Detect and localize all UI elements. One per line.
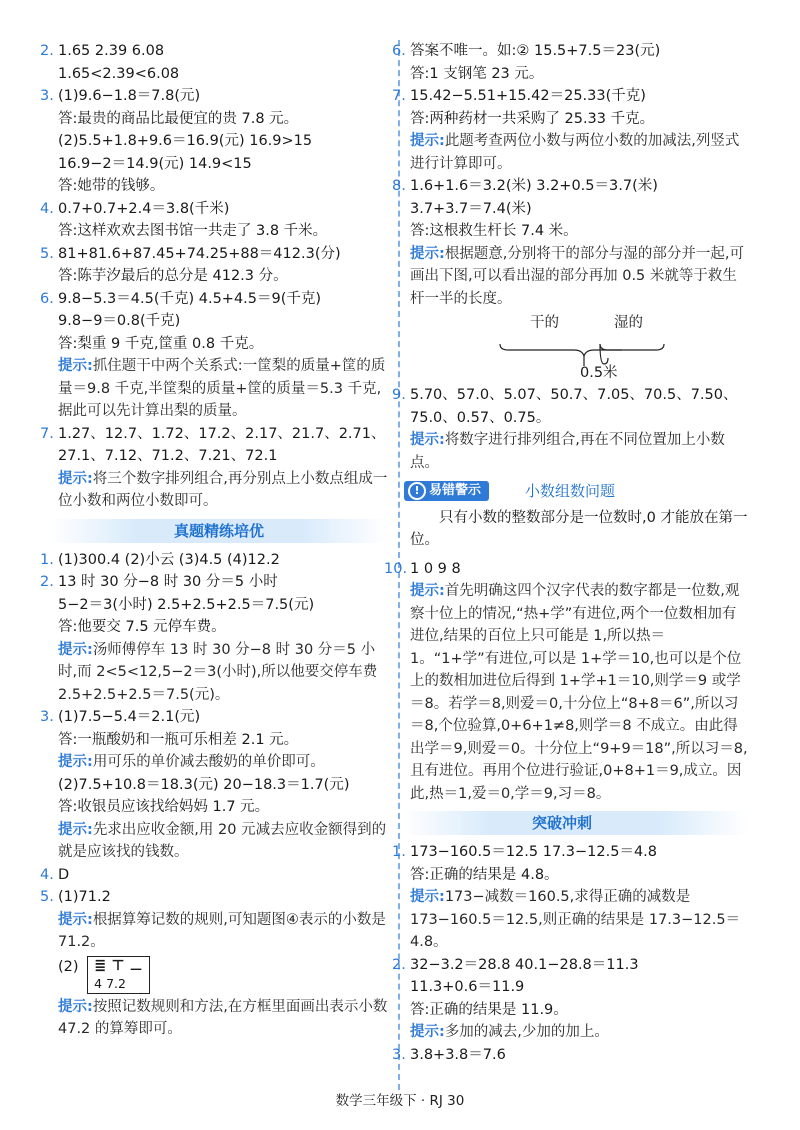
section-banner: 突破冲刺	[402, 811, 748, 835]
question-number: 3.	[40, 709, 54, 725]
answer-line: (1)9.6−1.8＝7.8(元)	[58, 88, 201, 104]
answer-line: 15.42−5.51+15.42＝25.33(千克)	[410, 88, 646, 104]
hint-label: 提示:	[410, 432, 445, 448]
question-number: 10.	[384, 560, 408, 577]
answer-line: 1.65 2.39 6.08	[58, 43, 165, 59]
hint-label: 提示:	[58, 911, 93, 928]
answer-line: 答:正确的结果是 11.9。	[410, 1001, 568, 1018]
answer-line: 1.27、12.7、1.72、17.2、2.17、21.7、2.71、27.1、7.12、71.2、7.21、72.1	[58, 425, 386, 464]
answer-r9	[392, 384, 748, 474]
counting-rods-box	[87, 956, 150, 994]
counting-rods-caption: 4 7.2	[94, 975, 126, 991]
hint-text: 汤师傅停车 13 时 30 分−8 时 30 分＝5 小时,而 2<5<12,5−2＝3(小时),所以他要交停车费 2.5+2.5+2.5＝7.5(元)。	[58, 641, 378, 703]
answer-line: 答:她带的钱够。	[58, 178, 165, 194]
dry-label: 干的	[530, 315, 559, 331]
hint	[410, 886, 748, 954]
answer-line: 1 0 9 8	[410, 560, 461, 577]
hint-text: 按照记数规则和方法,在方框里面画出表示小数 47.2 的算筹即可。	[58, 998, 388, 1037]
answer-line: 3.8+3.8＝7.6	[410, 1046, 506, 1063]
warning-title: 小数组数问题	[525, 482, 616, 500]
hint	[410, 580, 748, 805]
hint	[58, 819, 388, 864]
question-number: 7.	[40, 425, 54, 442]
hint-label: 提示:	[58, 998, 93, 1015]
answer-line: (2)7.5+10.8＝18.3(元) 20−18.3＝1.7(元)	[58, 776, 350, 793]
practice-1	[40, 549, 388, 572]
answer-line: 答:陈芋汐最后的总分是 412.3 分。	[58, 268, 288, 284]
answer-line: 0.7+0.7+2.4＝3.8(千米)	[58, 200, 230, 217]
question-number: 1.	[392, 844, 406, 860]
extra-label: 0.5米	[580, 365, 618, 381]
answer-line: 5.70、57.0、5.07、50.7、7.05、70.5、7.50、75.0、0.57、0.75。	[410, 387, 738, 426]
answer-line: 81+81.6+87.45+74.25+88＝412.3(分)	[58, 245, 341, 262]
sprint-1	[392, 841, 748, 954]
answer-5	[40, 243, 388, 288]
hint	[410, 429, 748, 474]
answer-line: (1)7.5−5.4＝2.1(元)	[58, 709, 201, 725]
counting-rods-icon: ≣ ⊤ ⚊	[94, 957, 143, 974]
answer-6	[40, 288, 388, 423]
question-number: 7.	[392, 88, 406, 104]
left-column	[40, 40, 388, 1041]
hint-text: 根据题意,分别将干的部分与湿的部分并一起,可画出下图,可以看出湿的部分再加 0.5 米就等于救生杆一半的长度。	[410, 245, 745, 307]
answer-line: (1)71.2	[58, 889, 111, 905]
wet-label: 湿的	[614, 315, 643, 331]
hint	[58, 639, 388, 707]
practice-4	[40, 864, 388, 887]
hint-text: 首先明确这四个汉字代表的数字都是一位数,观察十位上的情况,“热+学”有进位,两个一位数相加有进位,结果的百位上只可能是 1,所以热＝1。“1+学”有进位,可以是 1+学＝10,也可以是个位上的数相加进位后得到 1+学+1＝10,则学＝9 或学＝8。若学＝8,则爱＝0,十分位上“8+8＝6”,所以习＝8,个位验算,0+6+1≠8,则学＝8 不成立。由此得出学＝9,则爱＝0。十分位上“9+9＝18”,所以习＝8,且有进位。再用个位进行验证,0+8+1＝9,成立。因此,热＝1,爱＝0,学＝9,习＝8。	[410, 583, 748, 802]
answer-line: 答:梨重 9 千克,筐重 0.8 千克。	[58, 335, 264, 352]
question-number: 2.	[40, 574, 54, 590]
hint	[58, 996, 388, 1041]
hint-label: 提示:	[58, 470, 93, 487]
hint	[58, 751, 388, 774]
question-number: 6.	[392, 43, 406, 59]
answer-line: 5−2＝3(小时) 2.5+2.5+2.5＝7.5(元)	[58, 596, 315, 613]
question-number: 9.	[392, 387, 406, 403]
hint-label: 提示:	[58, 641, 93, 658]
wet-brace	[600, 344, 664, 350]
warning-badge	[404, 481, 489, 501]
question-number: 2.	[392, 956, 406, 973]
answer-line: 16.9−2＝14.9(元) 14.9<15	[58, 155, 252, 172]
hint-text: 先求出应收金额,用 20 元减去应收金额得到的就是应该找的钱数。	[58, 821, 387, 860]
answer-r10	[384, 558, 748, 806]
answer-7	[40, 423, 388, 513]
hint	[410, 243, 748, 311]
answer-line: 答:正确的结果是 4.8。	[410, 866, 559, 883]
hint-label: 提示:	[58, 821, 93, 838]
question-number: 4.	[40, 200, 54, 217]
hint	[58, 355, 388, 423]
brace-diagram	[450, 310, 690, 384]
answer-r8	[392, 175, 748, 384]
hint	[410, 1021, 748, 1044]
answer-line: 173−160.5＝12.5 17.3−12.5＝4.8	[410, 844, 658, 860]
hint-text: 173−减数＝160.5,求得正确的减数是 173−160.5＝12.5,则正确的结果是 17.3−12.5＝4.8。	[410, 889, 741, 950]
hint-text: 将三个数字排列组合,再分别点上小数点组成一位小数和两位小数即可。	[58, 470, 388, 509]
warning-text: 只有小数的整数部分是一位数时,0 才能放在第一位。	[410, 509, 748, 548]
segment-diagram	[450, 310, 748, 384]
question-number: 5.	[40, 245, 54, 262]
hint-text: 将数字进行排列组合,再在不同位置加上小数点。	[410, 432, 725, 471]
right-column	[384, 40, 748, 1066]
answer-r6	[392, 40, 748, 85]
question-number: 3.	[392, 1046, 406, 1063]
question-number: 8.	[392, 178, 406, 194]
counting-rods-answer	[58, 956, 388, 994]
answer-line: 3.7+3.7＝7.4(米)	[410, 200, 532, 217]
hint-label: 提示:	[410, 1024, 445, 1040]
answer-line: 9.8−5.3＝4.5(千克) 4.5+4.5＝9(千克)	[58, 290, 322, 307]
hint-text: 用可乐的单价减去酸奶的单价即可。	[92, 754, 325, 770]
answer-line: 9.8−9＝0.8(千克)	[58, 313, 181, 329]
sub-label: (2)	[58, 958, 79, 975]
answer-line: 答:两种药材一共采购了 25.33 千克。	[410, 110, 655, 127]
page-footer: 数学三年级下 · RJ 30	[335, 1093, 465, 1109]
question-number: 6.	[40, 290, 54, 307]
answer-line: 11.3+0.6＝11.9	[410, 979, 525, 995]
hint-label: 提示:	[410, 245, 445, 262]
hint-text: 根据算筹记数的规则,可知题图④表示的小数是 71.2。	[58, 911, 386, 950]
answer-line: (2)5.5+1.8+9.6＝16.9(元) 16.9>15	[58, 133, 313, 149]
answer-line: 答:这样欢欢去图书馆一共走了 3.8 千米。	[58, 223, 328, 239]
answer-line: 答案不唯一。如:② 15.5+7.5＝23(元)	[410, 43, 661, 59]
answer-line: 13 时 30 分−8 时 30 分＝5 小时	[58, 574, 278, 590]
hint-text: 多加的减去,少加的加上。	[444, 1024, 609, 1040]
question-number: 3.	[40, 88, 54, 104]
answer-4	[40, 198, 388, 243]
hint	[58, 468, 388, 513]
sprint-3	[392, 1044, 748, 1067]
answer-line: 1.6+1.6＝3.2(米) 3.2+0.5＝3.7(米)	[410, 178, 658, 194]
practice-2	[40, 571, 388, 706]
question-number: 1.	[40, 551, 54, 568]
answer-line: 答:一瓶酸奶和一瓶可乐相差 2.1 元。	[58, 731, 299, 748]
question-number: 2.	[40, 43, 54, 59]
answer-line: D	[58, 866, 70, 883]
hint-label: 提示:	[58, 358, 93, 374]
answer-line: 答:1 支钢笔 23 元。	[410, 65, 544, 82]
sprint-2	[392, 954, 748, 1044]
answer-line: 答:这根救生杆长 7.4 米。	[410, 223, 578, 239]
answer-line: 32−3.2＝28.8 40.1−28.8＝11.3	[410, 956, 639, 973]
question-number: 5.	[40, 889, 54, 905]
hint	[410, 130, 748, 175]
answer-line: 答:收银员应该找给妈妈 1.7 元。	[58, 799, 270, 815]
question-number: 4.	[40, 866, 54, 883]
error-warning-header	[404, 480, 748, 503]
practice-3	[40, 706, 388, 864]
lightbulb-icon: !	[408, 482, 426, 500]
answer-line: 答:最贵的商品比最便宜的贵 7.8 元。	[58, 110, 299, 127]
hint-label: 提示:	[410, 583, 445, 599]
answer-r7	[392, 85, 748, 175]
hint-text: 此题考查两位小数与两位小数的加减法,列竖式进行计算即可。	[410, 133, 740, 172]
hint-label: 提示:	[410, 133, 445, 149]
answer-line: 答:他要交 7.5 元停车费。	[58, 619, 226, 635]
hint-label: 提示:	[410, 889, 445, 905]
answer-line: 1.65<2.39<6.08	[58, 65, 180, 82]
hint-text: 抓住题干中两个关系式:一筐梨的质量+筐的质量＝9.8 千克,半筐梨的质量+筐的质量＝5.3 千克,据此可以先计算出梨的质量。	[58, 358, 386, 419]
answer-2	[40, 40, 388, 85]
hint-label: 提示:	[58, 754, 93, 770]
practice-5	[40, 886, 388, 1041]
answer-line: (1)300.4 (2)小云 (3)4.5 (4)12.2	[58, 551, 280, 568]
answer-3	[40, 85, 388, 198]
hint	[58, 909, 388, 954]
warning-badge-label: 易错警示	[429, 483, 482, 499]
section-banner: 真题精练培优	[50, 519, 388, 543]
